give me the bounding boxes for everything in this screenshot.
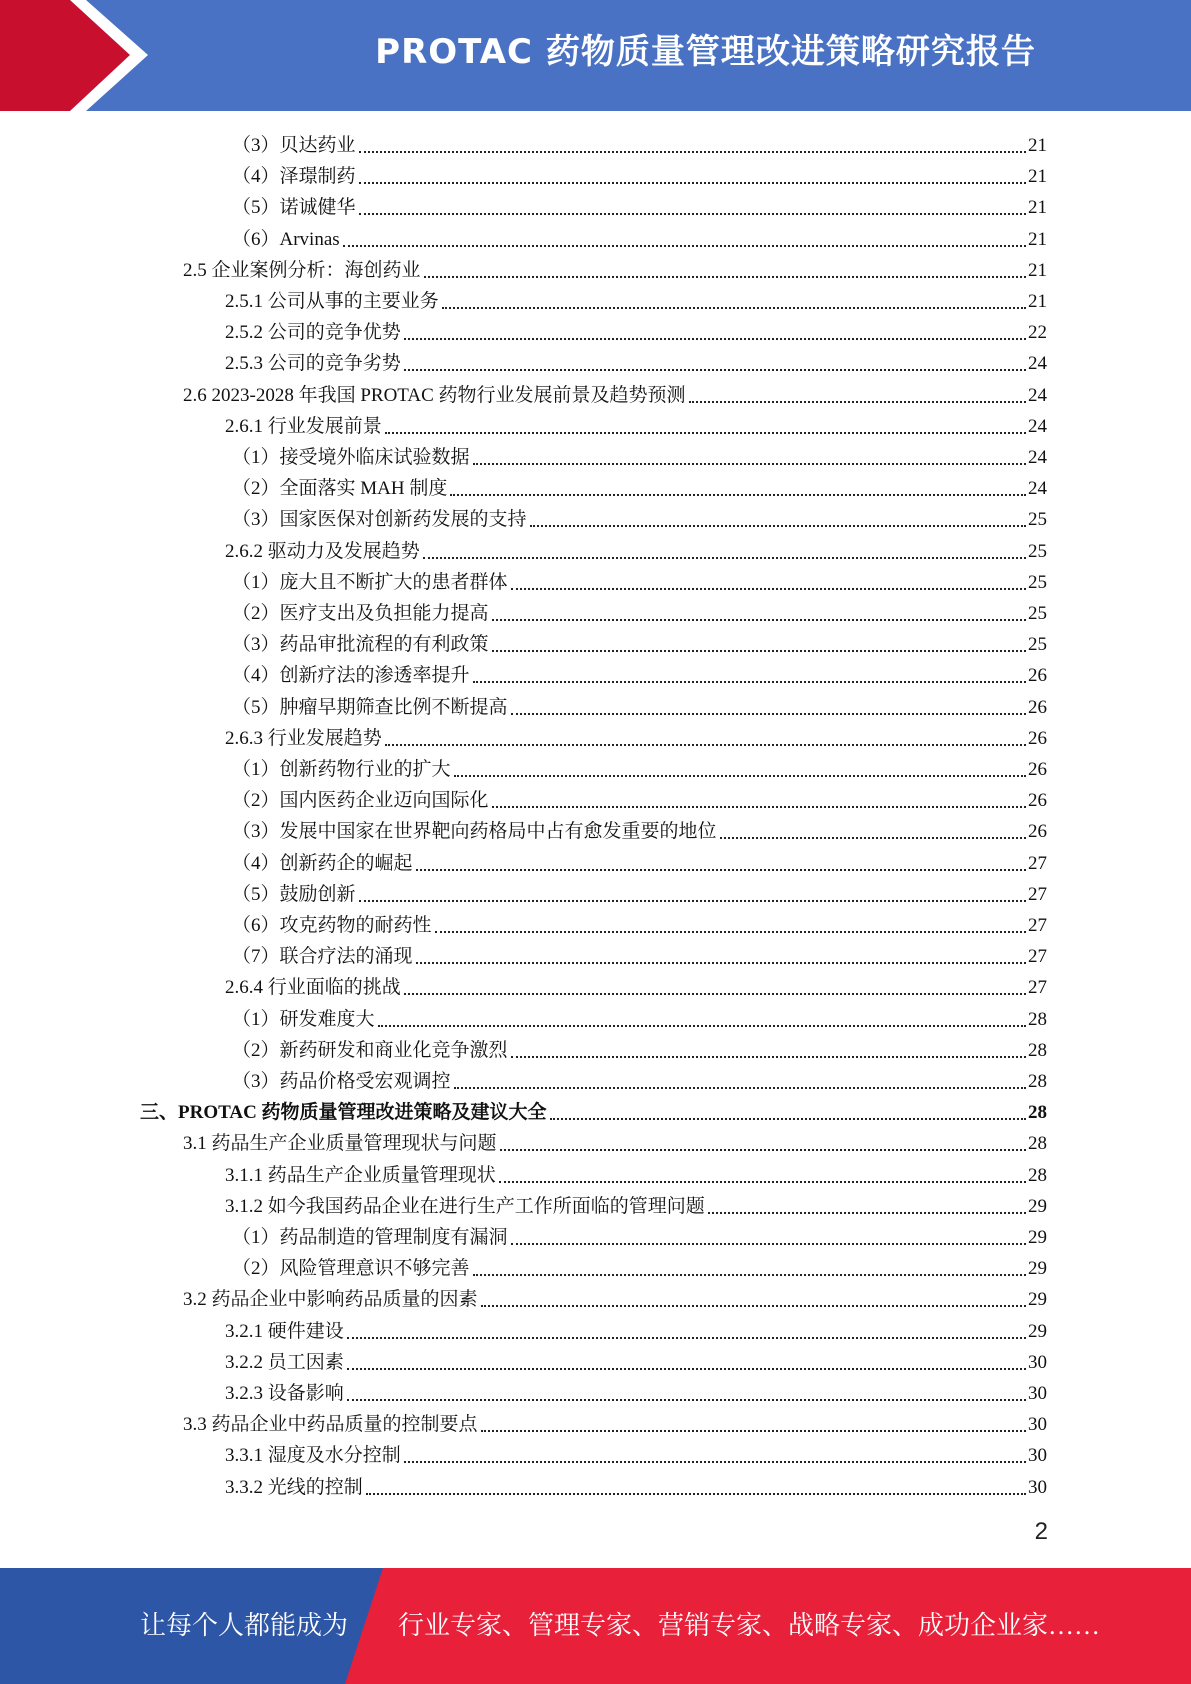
toc-entry[interactable] xyxy=(232,564,1047,595)
toc-entry-label: （1）庞大且不断扩大的患者群体 xyxy=(232,571,508,593)
toc-entry-label: （2）国内医药企业迈向国际化 xyxy=(232,790,489,812)
toc-entry-label: （1）药品制造的管理制度有漏洞 xyxy=(232,1227,508,1248)
toc-entry-page: 24 xyxy=(1028,384,1047,406)
toc-entry-page: 29 xyxy=(1028,1258,1047,1280)
toc-entry[interactable] xyxy=(232,1001,1047,1032)
toc-entry-label: 三、PROTAC 药物质量管理改进策略及建议大全 xyxy=(140,1102,547,1124)
toc-leader-dots xyxy=(435,930,1026,933)
toc-leader-dots xyxy=(492,649,1026,652)
toc-entry-page: 25 xyxy=(1028,571,1047,593)
toc-entry-page: 29 xyxy=(1028,1195,1047,1217)
toc-entry-page: 24 xyxy=(1028,415,1047,437)
toc-entry[interactable] xyxy=(232,158,1047,189)
toc-leader-dots xyxy=(347,1336,1026,1339)
toc-entry[interactable] xyxy=(225,1344,1047,1375)
footer-slogan-right: 行业专家、管理专家、营销专家、战略专家、成功企业家…… xyxy=(398,1611,1101,1640)
toc-entry-label: （1）接受境外临床试验数据 xyxy=(232,447,470,468)
toc-leader-dots xyxy=(385,743,1026,746)
toc-entry-label: 2.5.1 公司从事的主要业务 xyxy=(225,291,439,312)
toc-entry[interactable] xyxy=(183,252,1047,283)
toc-leader-dots xyxy=(385,431,1026,434)
toc-entry[interactable] xyxy=(232,782,1047,813)
footer-slogan-left: 让每个人都能成为 xyxy=(140,1611,349,1640)
toc-entry-label: 3.3.1 湿度及水分控制 xyxy=(225,1445,401,1467)
toc-leader-dots xyxy=(442,306,1026,309)
toc-entry[interactable] xyxy=(232,221,1047,252)
toc-entry-label: （5）鼓励创新 xyxy=(232,883,356,905)
toc-leader-dots xyxy=(473,462,1026,465)
toc-leader-dots xyxy=(424,275,1026,278)
toc-leader-dots xyxy=(454,774,1026,777)
toc-entry-page: 28 xyxy=(1028,1071,1047,1092)
toc-leader-dots xyxy=(550,1117,1026,1120)
toc-entry[interactable] xyxy=(232,1219,1047,1250)
toc-entry-page: 25 xyxy=(1028,509,1047,531)
toc-entry-label: （3）国家医保对创新药发展的支持 xyxy=(232,509,527,531)
toc-entry-page: 27 xyxy=(1028,852,1047,874)
toc-entry-label: （1）研发难度大 xyxy=(232,1008,375,1030)
toc-entry[interactable] xyxy=(225,1469,1047,1500)
toc-leader-dots xyxy=(404,337,1026,340)
toc-entry-label: 2.5.3 公司的竞争劣势 xyxy=(225,353,401,375)
toc-entry[interactable] xyxy=(232,689,1047,720)
toc-entry-page: 26 xyxy=(1028,665,1047,687)
toc-entry-page: 29 xyxy=(1028,1289,1047,1311)
toc-entry[interactable] xyxy=(225,1375,1047,1406)
toc-entry-page: 28 xyxy=(1028,1039,1047,1061)
toc-entry-page: 26 xyxy=(1028,727,1047,749)
toc-entry[interactable] xyxy=(232,907,1047,938)
toc-entry-label: （2）医疗支出及负担能力提高 xyxy=(232,603,489,624)
toc-entry[interactable] xyxy=(232,751,1047,782)
toc-entry-page: 25 xyxy=(1028,603,1047,624)
toc-entry[interactable] xyxy=(225,283,1047,314)
toc-entry-page: 28 xyxy=(1028,1008,1047,1030)
toc-leader-dots xyxy=(473,680,1026,683)
toc-entry[interactable] xyxy=(183,377,1047,408)
toc-entry-page: 21 xyxy=(1028,228,1047,250)
toc-entry[interactable] xyxy=(225,314,1047,345)
toc-entry-label: 2.6.3 行业发展趋势 xyxy=(225,727,382,749)
toc-entry-page: 27 xyxy=(1028,977,1047,999)
toc-entry-page: 25 xyxy=(1028,634,1047,656)
toc-entry-label: （6）Arvinas xyxy=(232,228,340,250)
toc-leader-dots xyxy=(416,868,1026,871)
toc-entry-page: 28 xyxy=(1028,1133,1047,1155)
toc-entry-label: （5）肿瘤早期筛查比例不断提高 xyxy=(232,696,508,718)
toc-entry[interactable] xyxy=(225,345,1047,376)
toc-entry-page: 21 xyxy=(1028,197,1047,219)
toc-leader-dots xyxy=(511,587,1026,590)
toc-entry-page: 21 xyxy=(1028,166,1047,188)
toc-entry[interactable] xyxy=(232,595,1047,626)
toc-leader-dots xyxy=(359,899,1026,902)
toc-entry[interactable] xyxy=(232,657,1047,688)
toc-entry-page: 27 xyxy=(1028,915,1047,936)
toc-entry[interactable] xyxy=(232,501,1047,532)
toc-entry[interactable] xyxy=(232,189,1047,220)
toc-entry[interactable] xyxy=(225,969,1047,1000)
toc-entry-label: 3.1.2 如今我国药品企业在进行生产工作所面临的管理问题 xyxy=(225,1195,705,1217)
toc-leader-dots xyxy=(689,400,1026,403)
toc-leader-dots xyxy=(500,1148,1026,1151)
toc-entry-page: 27 xyxy=(1028,883,1047,905)
toc-entry-label: （3）发展中国家在世界靶向药格局中占有愈发重要的地位 xyxy=(232,821,717,843)
toc-entry-label: （1）创新药物行业的扩大 xyxy=(232,759,451,780)
toc-entry-label: 3.2 药品企业中影响药品质量的因素 xyxy=(183,1289,478,1311)
toc-entry[interactable] xyxy=(232,626,1047,657)
toc-leader-dots xyxy=(359,150,1026,153)
toc-leader-dots xyxy=(359,212,1026,215)
toc-entry-page: 28 xyxy=(1028,1102,1047,1124)
toc-leader-dots xyxy=(473,1273,1026,1276)
toc-entry[interactable] xyxy=(232,938,1047,969)
toc-entry-label: 2.5 企业案例分析：海创药业 xyxy=(183,259,421,281)
toc-entry-label: （3）贝达药业 xyxy=(232,135,356,156)
toc-entry-page: 26 xyxy=(1028,759,1047,780)
toc-entry[interactable] xyxy=(232,439,1047,470)
toc-entry[interactable] xyxy=(232,1250,1047,1281)
toc-entry[interactable] xyxy=(225,720,1047,751)
toc-entry-label: 2.5.2 公司的竞争优势 xyxy=(225,322,401,344)
toc-entry-label: 3.1.1 药品生产企业质量管理现状 xyxy=(225,1164,496,1186)
toc-leader-dots xyxy=(423,556,1026,559)
toc-entry[interactable] xyxy=(232,876,1047,907)
toc-entry-page: 24 xyxy=(1028,447,1047,468)
toc-entry-label: 2.6.2 驱动力及发展趋势 xyxy=(225,540,420,562)
toc-entry-page: 21 xyxy=(1028,135,1047,156)
toc-entry[interactable] xyxy=(225,1437,1047,1468)
toc-entry-page: 30 xyxy=(1028,1351,1047,1373)
toc-entry[interactable] xyxy=(183,1125,1047,1156)
toc-leader-dots xyxy=(416,961,1026,964)
toc-entry-label: （5）诺诚健华 xyxy=(232,197,356,219)
toc-leader-dots xyxy=(720,836,1026,839)
toc-entry-label: （3）药品审批流程的有利政策 xyxy=(232,634,489,656)
toc-leader-dots xyxy=(511,712,1026,715)
toc-entry[interactable] xyxy=(232,127,1047,158)
toc-entry-page: 24 xyxy=(1028,353,1047,375)
toc-leader-dots xyxy=(511,1242,1026,1245)
toc-entry[interactable] xyxy=(225,1188,1047,1219)
toc-leader-dots xyxy=(492,805,1026,808)
toc-entry-label: （4）泽璟制药 xyxy=(232,166,356,188)
toc-entry[interactable] xyxy=(232,470,1047,501)
toc-leader-dots xyxy=(347,1398,1026,1401)
toc-entry-label: 3.3.2 光线的控制 xyxy=(225,1476,363,1498)
toc-entry-label: （7）联合疗法的涌现 xyxy=(232,946,413,968)
toc-leader-dots xyxy=(530,524,1026,527)
toc-leader-dots xyxy=(404,1460,1026,1463)
toc-entry[interactable] xyxy=(232,1063,1047,1094)
toc-entry-page: 26 xyxy=(1028,821,1047,843)
toc-entry-page: 30 xyxy=(1028,1383,1047,1404)
toc-entry-label: （3）药品价格受宏观调控 xyxy=(232,1071,451,1092)
toc-entry-label: 2.6 2023-2028 年我国 PROTAC 药物行业发展前景及趋势预测 xyxy=(183,384,686,406)
toc-entry-page: 28 xyxy=(1028,1164,1047,1186)
toc-entry[interactable] xyxy=(232,813,1047,844)
toc-entry-page: 26 xyxy=(1028,790,1047,812)
toc-entry-page: 21 xyxy=(1028,291,1047,312)
toc-entry-page: 24 xyxy=(1028,478,1047,500)
toc-entry[interactable] xyxy=(232,845,1047,876)
report-title: PROTAC 药物质量管理改进策略研究报告 xyxy=(375,32,1036,72)
toc-leader-dots xyxy=(378,1024,1026,1027)
toc-entry-label: 2.6.4 行业面临的挑战 xyxy=(225,977,401,999)
toc-entry-page: 29 xyxy=(1028,1227,1047,1248)
toc-entry-page: 27 xyxy=(1028,946,1047,968)
page-number: 2 xyxy=(1034,1518,1048,1545)
toc-entry-label: 3.2.3 设备影响 xyxy=(225,1383,344,1404)
page-header xyxy=(0,0,1191,111)
toc-leader-dots xyxy=(347,1367,1026,1370)
toc-leader-dots xyxy=(481,1429,1026,1432)
toc-leader-dots xyxy=(708,1211,1026,1214)
toc-entry[interactable] xyxy=(183,1406,1047,1437)
toc-leader-dots xyxy=(450,493,1026,496)
toc-entry-page: 30 xyxy=(1028,1445,1047,1467)
toc-entry-page: 30 xyxy=(1028,1476,1047,1498)
toc-entry-label: （4）创新疗法的渗透率提升 xyxy=(232,665,470,687)
toc-entry[interactable] xyxy=(225,533,1047,564)
toc-entry[interactable] xyxy=(225,1157,1047,1188)
toc-leader-dots xyxy=(511,1055,1026,1058)
toc-entry-label: （2）新药研发和商业化竞争激烈 xyxy=(232,1039,508,1061)
toc-leader-dots xyxy=(492,618,1026,621)
toc-entry[interactable] xyxy=(225,1313,1047,1344)
toc-leader-dots xyxy=(404,992,1026,995)
toc-entry-label: （4）创新药企的崛起 xyxy=(232,852,413,874)
toc-leader-dots xyxy=(343,244,1026,247)
toc-entry-label: （2）全面落实 MAH 制度 xyxy=(232,478,448,500)
toc-entry-page: 29 xyxy=(1028,1320,1047,1342)
toc-entry-page: 25 xyxy=(1028,540,1047,562)
toc-entry-label: 3.2.2 员工因素 xyxy=(225,1351,344,1373)
toc-entry[interactable] xyxy=(232,1032,1047,1063)
toc-entry[interactable] xyxy=(140,1094,1047,1125)
toc-entry-page: 26 xyxy=(1028,696,1047,718)
toc-entry[interactable] xyxy=(225,408,1047,439)
toc-entry-label: 3.1 药品生产企业质量管理现状与问题 xyxy=(183,1133,497,1155)
toc-entry-label: 3.3 药品企业中药品质量的控制要点 xyxy=(183,1414,478,1436)
toc-entry-page: 21 xyxy=(1028,259,1047,281)
toc-leader-dots xyxy=(454,1086,1026,1089)
page-footer xyxy=(0,1568,1191,1684)
toc-entry-label: 2.6.1 行业发展前景 xyxy=(225,415,382,437)
toc-leader-dots xyxy=(404,368,1026,371)
toc-leader-dots xyxy=(499,1180,1026,1183)
toc-entry-page: 22 xyxy=(1028,322,1047,344)
toc-leader-dots xyxy=(366,1492,1026,1495)
toc-entry-label: 3.2.1 硬件建设 xyxy=(225,1320,344,1342)
toc-leader-dots xyxy=(359,181,1026,184)
toc-leader-dots xyxy=(481,1304,1026,1307)
toc-entry-page: 30 xyxy=(1028,1414,1047,1436)
toc-entry[interactable] xyxy=(183,1281,1047,1312)
toc-entry-label: （2）风险管理意识不够完善 xyxy=(232,1258,470,1280)
toc-entry-label: （6）攻克药物的耐药性 xyxy=(232,915,432,936)
